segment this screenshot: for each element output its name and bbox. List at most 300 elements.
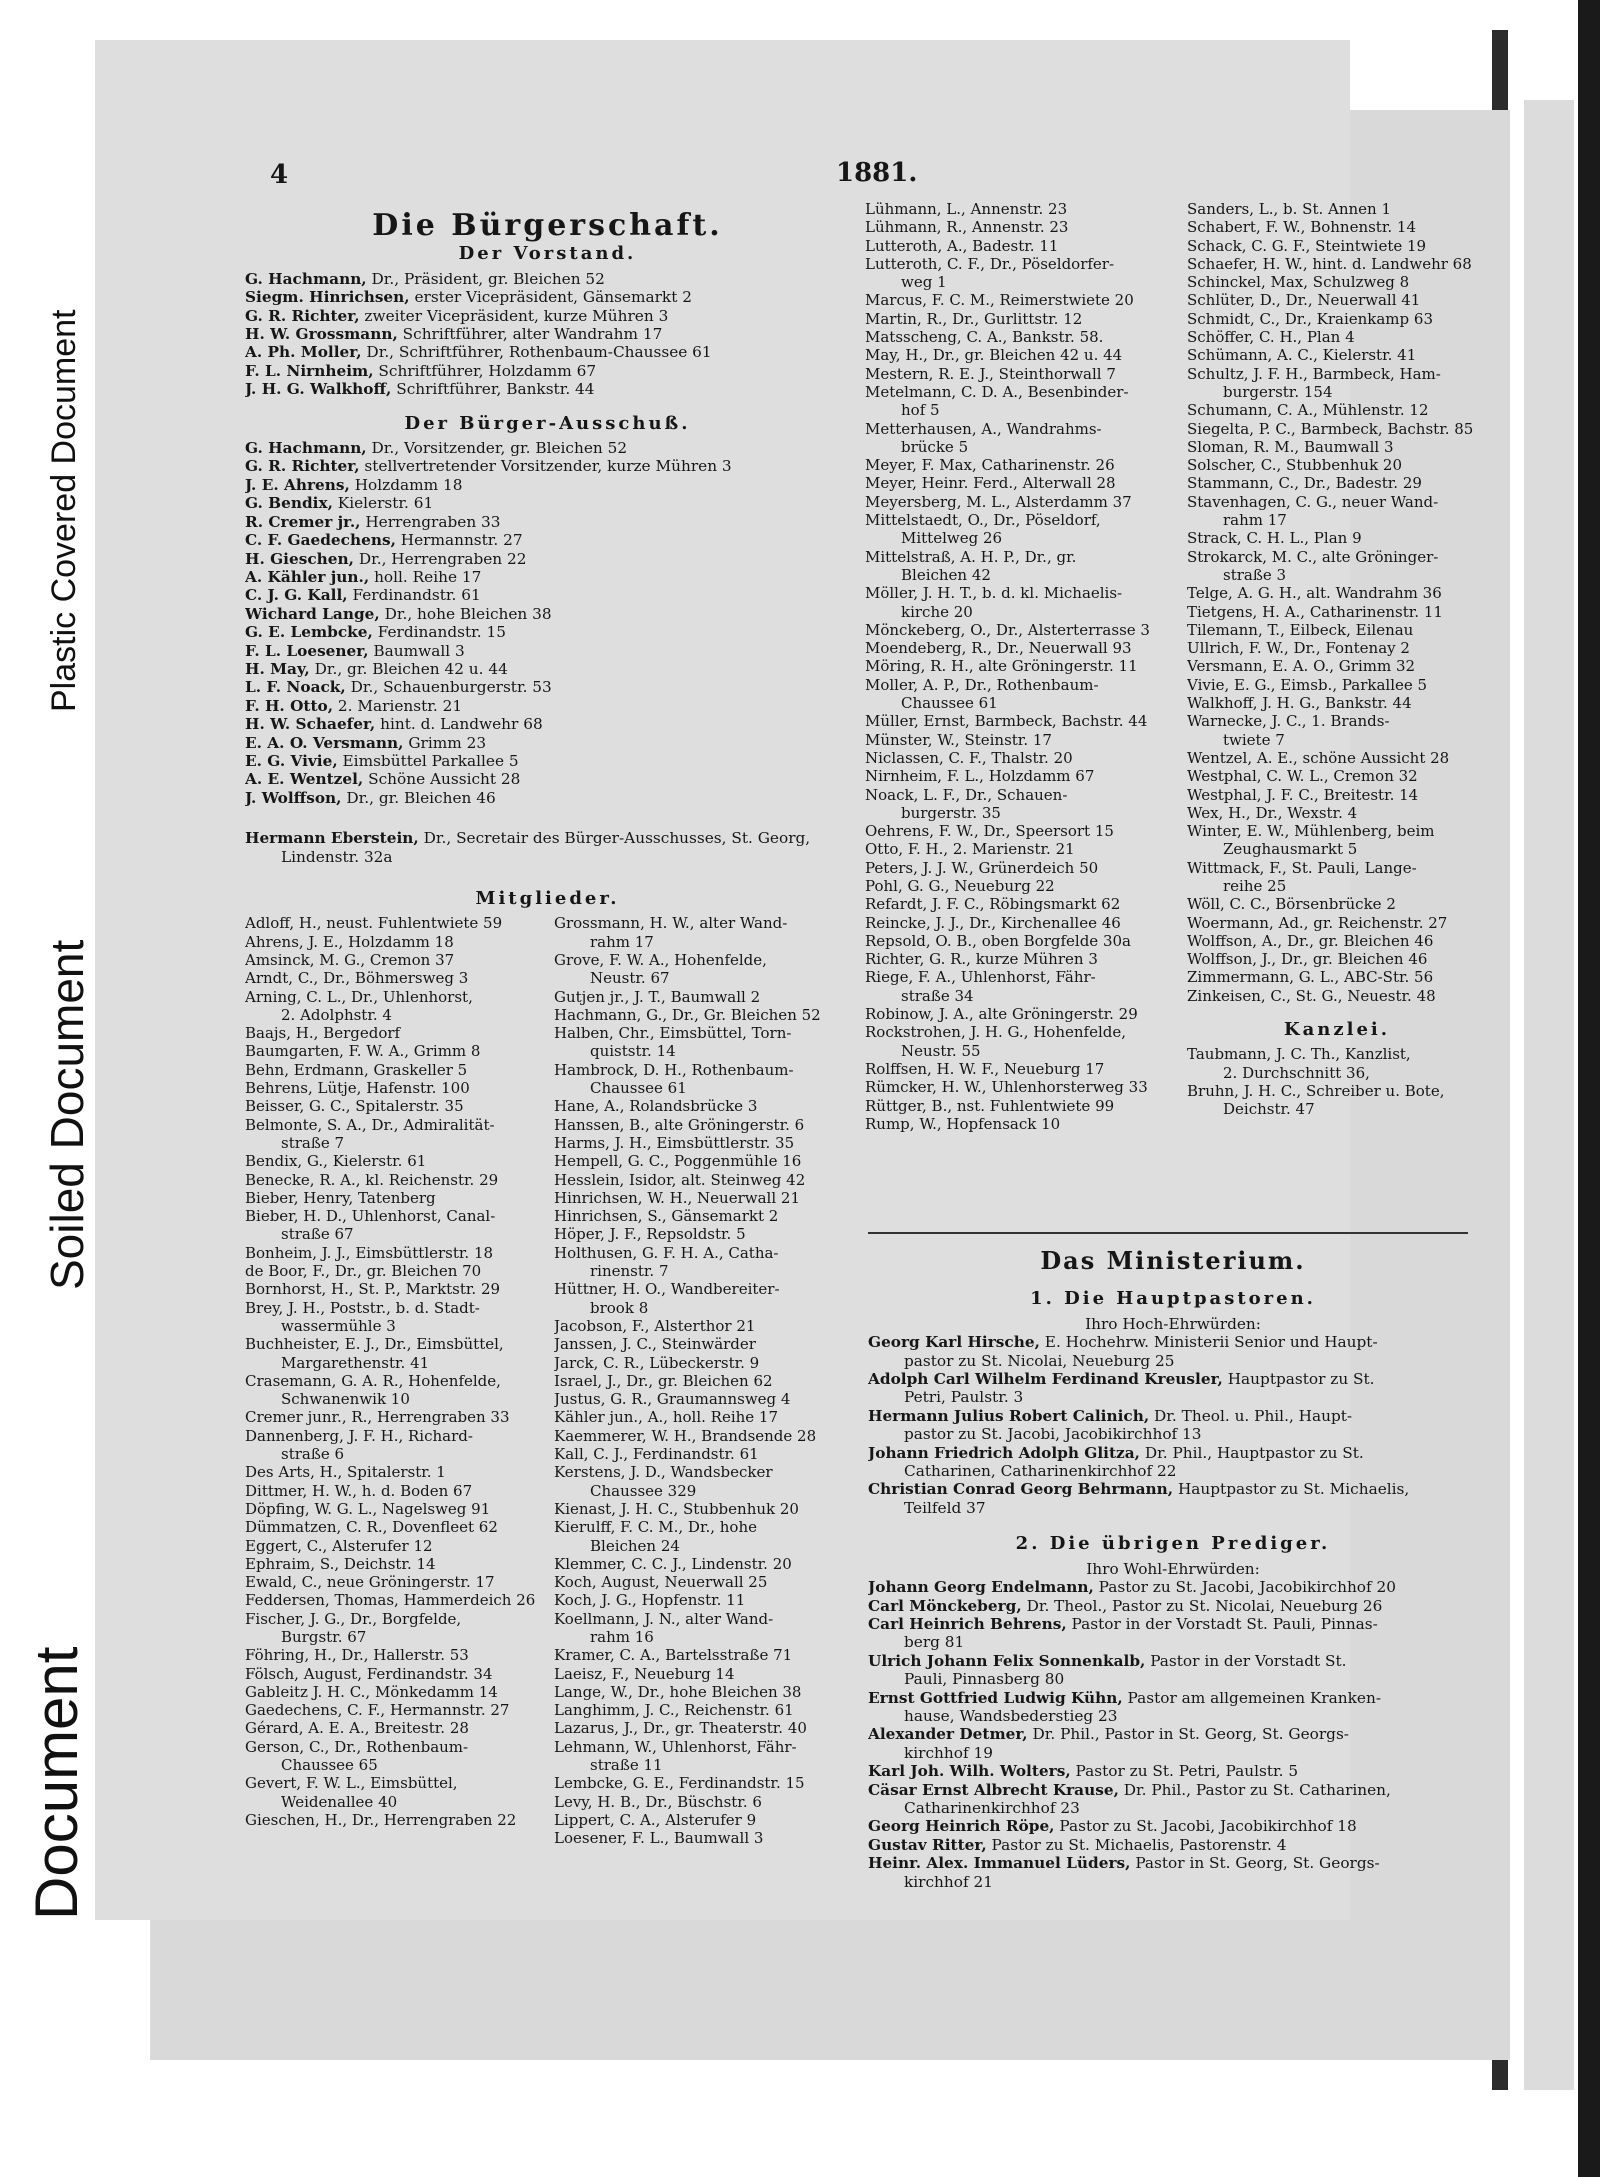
mitglied-entry: Grove, F. W. A., Hohenfelde, (554, 951, 767, 969)
mitglied-entry: Lange, W., Dr., hohe Bleichen 38 (554, 1682, 802, 1701)
ausschuss-detail: Hermannstr. 27 (395, 531, 523, 550)
mitglied-entry: brook 8 (590, 1298, 649, 1317)
mitglied-entry: Lazarus, J., Dr., gr. Theaterstr. 40 (554, 1719, 807, 1738)
hauptpastor-entry (868, 1444, 1478, 1462)
prediger-detail: Dr. Phil., Pastor in St. Georg, St. Georgs- (1027, 1725, 1349, 1744)
mitglied-entry: wassermühle 3 (281, 1316, 396, 1335)
prediger-entry (868, 1744, 1478, 1762)
mitglied-entry: Metterhausen, A., Wandrahms- (865, 419, 1102, 438)
prediger-name: Karl Joh. Wilh. Wolters, (868, 1762, 1071, 1781)
mitglied-entry: Israel, J., Dr., gr. Bleichen 62 (554, 1371, 773, 1390)
mitglied-entry: Bornhorst, H., St. P., Marktstr. 29 (245, 1280, 501, 1299)
ausschuss-name: G. E. Lembcke, (245, 623, 373, 642)
mitglied-entry: Pohl, G. G., Neueburg 22 (865, 876, 1055, 895)
vorstand-name: F. L. Nirnheim, (245, 361, 374, 380)
ausschuss-detail: hint. d. Landwehr 68 (375, 715, 543, 734)
ausschuss-name: J. Wolffson, (245, 788, 342, 807)
mitglied-entry: Cremer junr., R., Herrengraben 33 (245, 1408, 510, 1427)
ausschuss-entry (245, 752, 850, 770)
ausschuss-name: J. E. Ahrens, (245, 475, 350, 494)
mitglied-entry: Solscher, C., Stubbenhuk 20 (1187, 456, 1403, 475)
mitglied-entry: Noack, L. F., Dr., Schauen- (865, 785, 1068, 804)
mitglied-entry: burgerstr. 35 (901, 803, 1001, 822)
mitglied-entry: Gableitz J. H. C., Mönkedamm 14 (245, 1682, 498, 1701)
mitglied-entry: Schwanenwik 10 (281, 1390, 410, 1409)
mitglied-entry: Chaussee 65 (281, 1756, 378, 1775)
prediger-detail: Pastor zu St. Jacobi, Jacobikirchhof 18 (1054, 1817, 1357, 1836)
sidebar-label-soiled-text: Soiled Document (41, 939, 93, 1290)
vorstand-detail: Schriftführer, Holzdamm 67 (373, 361, 597, 380)
sidebar-label-soiled (0, 760, 93, 1300)
mitglied-entry: burgerstr. 154 (1223, 382, 1333, 401)
mitglied-entry: Otto, F. H., 2. Marienstr. 21 (865, 840, 1075, 859)
sidebar-label-document (0, 1560, 90, 1940)
ausschuss-detail: Herrengraben 33 (360, 512, 501, 531)
mitglied-entry: Janssen, J. C., Steinwärder (554, 1335, 756, 1354)
mitglied-entry: Mönckeberg, O., Dr., Alsterterrasse 3 (865, 620, 1150, 639)
mitglied-entry: Möring, R. H., alte Gröningerstr. 11 (865, 657, 1138, 676)
mitglied-entry: twiete 7 (1223, 730, 1285, 749)
mitglied-entry: Ewald, C., neue Gröningerstr. 17 (245, 1573, 495, 1592)
ausschuss-detail: Dr., Schauenburgerstr. 53 (345, 678, 552, 697)
prediger-list (868, 1578, 1478, 1891)
prediger-detail: Dr. Phil., Pastor zu St. Catharinen, (1118, 1780, 1391, 1799)
mitglied-entry: Schlüter, D., Dr., Neuerwall 41 (1187, 291, 1421, 310)
hauptpastor-entry (868, 1462, 1478, 1480)
prediger-name: Carl Heinrich Behrens, (868, 1614, 1067, 1633)
prediger-detail: Pastor in der Vorstadt St. (1145, 1651, 1347, 1670)
vorstand-entry (245, 288, 850, 306)
mitglied-entry: rahm 17 (590, 932, 654, 951)
mitglied-entry: Telge, A. G. H., alt. Wandrahm 36 (1187, 584, 1442, 603)
mitglied-entry: Hüttner, H. O., Wandbereiter- (554, 1280, 780, 1299)
ministerium-title: Das Ministerium. (1040, 1246, 1306, 1275)
ausschuss-detail: Schöne Aussicht 28 (363, 770, 521, 789)
mitglied-entry: rahm 16 (590, 1627, 654, 1646)
sidebar-label-plastic-text: Plastic Covered Document (45, 309, 83, 712)
mitglied-entry: Tilemann, T., Eilbeck, Eilenau (1187, 620, 1414, 639)
ausschuss-detail: Dr., hohe Bleichen 38 (379, 604, 552, 623)
prediger-detail: Pastor zu St. Petri, Paulstr. 5 (1070, 1762, 1299, 1781)
mitglied-entry: Fischer, J. G., Dr., Borgfelde, (245, 1609, 462, 1628)
mitglied-entry: straße 3 (1223, 565, 1287, 584)
ausschuss-name: G. Hachmann, (245, 439, 367, 458)
hauptpastor-entry (868, 1499, 1478, 1517)
vorstand-entry (245, 343, 850, 361)
vorstand-list (245, 270, 850, 399)
prediger-detail: Pastor am allgemeinen Kranken- (1122, 1688, 1382, 1707)
mitglied-entry: Chaussee 61 (901, 694, 998, 713)
mitglied-entry: Wentzel, A. E., schöne Aussicht 28 (1187, 748, 1450, 767)
mitglied-entry: Strack, C. H. L., Plan 9 (1187, 529, 1362, 548)
kanzlei-title: Kanzlei. (1283, 1019, 1390, 1041)
mitglied-entry: Harms, J. H., Eimsbüttlerstr. 35 (554, 1133, 795, 1152)
mitglied-entry: Weidenallee 40 (281, 1792, 398, 1811)
mitglied-entry: Burgstr. 67 (281, 1627, 367, 1646)
members-column-two (865, 200, 1180, 1133)
vorstand-entry (245, 270, 850, 288)
ausschuss-detail: Holzdamm 18 (349, 475, 463, 494)
mitglied-entry: Koch, August, Neuerwall 25 (554, 1573, 768, 1592)
mitglied-entry: Siegelta, P. C., Barmbeck, Bachstr. 85 (1187, 419, 1474, 438)
mitglied-entry: Jarck, C. R., Lübeckerstr. 9 (554, 1353, 760, 1372)
prediger-detail: hause, Wandsbederstieg 23 (904, 1706, 1118, 1725)
mitglied-entry: Ephraim, S., Deichstr. 14 (245, 1554, 436, 1573)
prediger-entry (868, 1817, 1478, 1835)
prediger-detail: Pauli, Pinnasberg 80 (904, 1670, 1065, 1689)
prediger-entry (868, 1670, 1478, 1688)
mitglied-entry: weg 1 (901, 273, 947, 292)
mitglied-entry: Laeisz, F., Neueburg 14 (554, 1664, 735, 1683)
hauptpastor-entry (868, 1352, 1478, 1370)
ausschuss-detail: Grimm 23 (403, 733, 487, 752)
mitglieder-title: Mitglieder. (475, 888, 620, 909)
ausschuss-entry (245, 513, 850, 531)
adjacent-page-edge (1524, 100, 1574, 2090)
ausschuss-entry (245, 476, 850, 494)
mitglied-entry: straße 11 (590, 1756, 663, 1775)
mitglied-entry: Mittelweg 26 (901, 529, 1003, 548)
mitglied-entry: Münster, W., Steinstr. 17 (865, 730, 1052, 749)
mitglied-entry: Rümcker, H. W., Uhlenhorsterweg 33 (865, 1078, 1148, 1097)
mitglied-entry: Bleichen 42 (901, 565, 991, 584)
hauptpastor-detail: pastor zu St. Nicolai, Neueburg 25 (904, 1351, 1175, 1370)
hauptpastor-detail: Teilfeld 37 (904, 1498, 986, 1517)
mitglied-entry: Meyer, F. Max, Catharinenstr. 26 (865, 456, 1115, 475)
vorstand-detail: Dr., Schriftführer, Rothenbaum-Chaussee 61 (361, 343, 712, 362)
members-column-three (1187, 200, 1487, 1119)
mitglied-entry: Justus, G. R., Graumannsweg 4 (554, 1390, 791, 1409)
ausschuss-name: G. Bendix, (245, 494, 333, 513)
hauptpastor-entry (868, 1407, 1478, 1425)
mitglied-entry: Crasemann, G. A. R., Hohenfelde, (245, 1371, 501, 1390)
sidebar-label-plastic (0, 0, 90, 720)
mitglied-entry: Lühmann, L., Annenstr. 23 (865, 200, 1068, 218)
secretary-name: Hermann Eberstein, (245, 829, 419, 848)
mitglied-entry: Mittelstraß, A. H. P., Dr., gr. (865, 547, 1077, 566)
prediger-name: Ernst Gottfried Ludwig Kühn, (868, 1688, 1123, 1707)
prediger-entry (868, 1578, 1478, 1596)
prediger-detail: Dr. Theol., Pastor zu St. Nicolai, Neueburg 26 (1021, 1596, 1383, 1615)
ausschuss-detail: Ferdinandstr. 61 (347, 586, 481, 605)
ausschuss-detail: Ferdinandstr. 15 (372, 623, 506, 642)
ausschuss-entry (245, 586, 850, 604)
kanzlei-entry: Bruhn, J. H. C., Schreiber u. Bote, (1187, 1082, 1445, 1101)
vorstand-name: J. H. G. Walkhoff, (245, 380, 392, 399)
mitglied-entry: Fölsch, August, Ferdinandstr. 34 (245, 1664, 493, 1683)
ausschuss-title: Der Bürger-Ausschuß. (404, 412, 691, 434)
prediger-detail: berg 81 (904, 1633, 965, 1652)
vorstand-detail: Dr., Präsident, gr. Bleichen 52 (366, 269, 605, 288)
ausschuss-name: A. Kähler jun., (245, 567, 370, 586)
mitglied-entry: de Boor, F., Dr., gr. Bleichen 70 (245, 1262, 482, 1281)
mitglied-entry: Reincke, J. J., Dr., Kirchenallee 46 (865, 913, 1121, 932)
hauptpastoren-salutation: Ihro Hoch-Ehrwürden: (1085, 1314, 1261, 1333)
ausschuss-entry (245, 734, 850, 752)
ausschuss-name: C. F. Gaedechens, (245, 531, 396, 550)
mitglied-entry: Grossmann, H. W., alter Wand- (554, 914, 788, 933)
mitglied-entry: Matsscheng, C. A., Bankstr. 58. (865, 328, 1104, 347)
mitglied-entry: Hinrichsen, S., Gänsemarkt 2 (554, 1207, 779, 1226)
mitglied-entry: Bendix, G., Kielerstr. 61 (245, 1152, 427, 1171)
mitglied-entry: Behn, Erdmann, Graskeller 5 (245, 1060, 468, 1079)
prediger-name: Alexander Detmer, (868, 1725, 1028, 1744)
secretary-entry (245, 829, 850, 866)
ausschuss-detail: Dr., gr. Bleichen 42 u. 44 (309, 659, 508, 678)
mitglied-entry: Martin, R., Dr., Gurlittstr. 12 (865, 309, 1083, 328)
mitglied-entry: Stammann, C., Dr., Badestr. 29 (1187, 474, 1422, 493)
mitglied-entry: Gieschen, H., Dr., Herrengraben 22 (245, 1810, 517, 1829)
ausschuss-entry (245, 439, 850, 457)
vorstand-detail: Schriftführer, Bankstr. 44 (391, 380, 595, 399)
prediger-name: Cäsar Ernst Albrecht Krause, (868, 1780, 1119, 1799)
prediger-entry (868, 1597, 1478, 1615)
mitglied-entry: Hesslein, Isidor, alt. Steinweg 42 (554, 1170, 806, 1189)
ausschuss-entry (245, 531, 850, 549)
ausschuss-detail: Baumwall 3 (368, 641, 465, 660)
mitglied-entry: Hachmann, G., Dr., Gr. Bleichen 52 (554, 1005, 821, 1024)
mitglied-entry: Adloff, H., neust. Fuhlentwiete 59 (245, 914, 503, 933)
mitglied-entry: Ahrens, J. E., Holzdamm 18 (245, 932, 454, 951)
prediger-name: Johann Georg Endelmann, (868, 1578, 1094, 1597)
mitglied-entry: Moller, A. P., Dr., Rothenbaum- (865, 675, 1099, 694)
ausschuss-entry (245, 494, 850, 512)
section-divider (868, 1232, 1468, 1234)
mitglied-entry: Schümann, A. C., Kielerstr. 41 (1187, 346, 1417, 365)
mitglied-entry: Hane, A., Rolandsbrücke 3 (554, 1097, 758, 1116)
hauptpastor-detail: E. Hochehrw. Ministerii Senior und Haupt- (1039, 1333, 1378, 1352)
mitglied-entry: Kienast, J. H. C., Stubbenhuk 20 (554, 1499, 799, 1518)
kanzlei-entry: Deichstr. 47 (1223, 1100, 1315, 1119)
prediger-entry (868, 1633, 1478, 1651)
mitglieder-columns (245, 914, 850, 1847)
mitglied-entry: Eggert, C., Alsterufer 12 (245, 1536, 433, 1555)
mitglieder-left-column (245, 914, 541, 1847)
mitglied-entry: Refardt, J. F. C., Röbingsmarkt 62 (865, 895, 1121, 914)
mitglieder-right-column (554, 914, 850, 1847)
mitglied-entry: Arning, C. L., Dr., Uhlenhorst, (245, 987, 473, 1006)
ausschuss-detail: Dr., gr. Bleichen 46 (341, 788, 496, 807)
hauptpastor-entry (868, 1333, 1478, 1351)
secretary-detail: Dr., Secretair des Bürger-Ausschusses, St. Georg, (418, 829, 811, 848)
mitglied-entry: Behrens, Lütje, Hafenstr. 100 (245, 1079, 470, 1098)
ausschuss-name: G. R. Richter, (245, 457, 360, 476)
vorstand-name: Siegm. Hinrichsen, (245, 288, 410, 307)
mitglied-entry: Neustr. 67 (590, 969, 670, 988)
mitglied-entry: Bieber, H. D., Uhlenhorst, Canal- (245, 1207, 496, 1226)
mitglied-entry: Gutjen jr., J. T., Baumwall 2 (554, 987, 761, 1006)
mitglied-entry: Gevert, F. W. L., Eimsbüttel, (245, 1774, 458, 1793)
hauptpastor-entry (868, 1388, 1478, 1406)
ausschuss-detail: Kielerstr. 61 (332, 494, 434, 513)
mitglied-entry: Schmidt, C., Dr., Kraienkamp 63 (1187, 309, 1433, 328)
mitglied-entry: Zimmermann, G. L., ABC-Str. 56 (1187, 968, 1434, 987)
prediger-name: Georg Heinrich Röpe, (868, 1817, 1055, 1836)
mitglied-entry: Westphal, J. F. C., Breitestr. 14 (1187, 785, 1419, 804)
mitglied-entry: Möller, J. H. T., b. d. kl. Michaelis- (865, 584, 1123, 603)
ausschuss-detail: holl. Reihe 17 (369, 567, 482, 586)
vorstand-detail: Schriftführer, alter Wandrahm 17 (397, 325, 663, 344)
mitglied-entry: Buchheister, E. J., Dr., Eimsbüttel, (245, 1335, 504, 1354)
mitglied-entry: Sanders, L., b. St. Annen 1 (1187, 200, 1392, 218)
mitglied-entry: Dittmer, H. W., h. d. Boden 67 (245, 1481, 473, 1500)
prediger-entry (868, 1799, 1478, 1817)
mitglied-entry: Brey, J. H., Poststr., b. d. Stadt- (245, 1298, 480, 1317)
mitglied-entry: rinenstr. 7 (590, 1262, 669, 1281)
hauptpastor-detail: pastor zu St. Jacobi, Jacobikirchhof 13 (904, 1425, 1202, 1444)
prediger-salutation: Ihro Wohl-Ehrwürden: (1086, 1559, 1260, 1578)
ausschuss-name: H. Gieschen, (245, 549, 354, 568)
mitglied-entry: Langhimm, J. C., Reichenstr. 61 (554, 1701, 794, 1720)
hauptpastoren-list (868, 1333, 1478, 1517)
prediger-entry (868, 1836, 1478, 1854)
mitglied-entry: Lühmann, R., Annenstr. 23 (865, 218, 1069, 237)
ausschuss-detail: Eimsbüttel Parkallee 5 (337, 751, 519, 770)
mitglied-entry: Westphal, C. W. L., Cremon 32 (1187, 767, 1418, 786)
mitglied-entry: Hempell, G. C., Poggenmühle 16 (554, 1152, 802, 1171)
mitglied-entry: Levy, H. B., Dr., Büschstr. 6 (554, 1792, 762, 1811)
hauptpastor-entry (868, 1480, 1478, 1498)
hauptpastor-detail: Dr. Theol. u. Phil., Haupt- (1149, 1406, 1353, 1425)
ausschuss-name: L. F. Noack, (245, 678, 346, 697)
prediger-detail: Pastor in St. Georg, St. Georgs- (1130, 1854, 1380, 1873)
hauptpastor-name: Johann Friedrich Adolph Glitza, (868, 1443, 1140, 1462)
vorstand-title: Der Vorstand. (458, 243, 637, 265)
mitglied-entry: Loesener, F. L., Baumwall 3 (554, 1829, 764, 1848)
mitglied-entry: Müller, Ernst, Barmbeck, Bachstr. 44 (865, 712, 1148, 731)
vorstand-entry (245, 307, 850, 325)
buergerschaft-title: Die Bürgerschaft. (372, 208, 723, 243)
ausschuss-detail: stellvertretender Vorsitzender, kurze Mühren 3 (359, 457, 732, 476)
mitglied-entry: Feddersen, Thomas, Hammerdeich 26 (245, 1591, 536, 1610)
mitglied-entry: Chaussee 61 (590, 1079, 687, 1098)
mitglied-entry: Amsinck, M. G., Cremon 37 (245, 951, 455, 969)
mitglied-entry: Zinkeisen, C., St. G., Neuestr. 48 (1187, 986, 1436, 1005)
ausschuss-list (245, 439, 850, 807)
mitglied-entry: Bleichen 24 (590, 1536, 680, 1555)
mitglied-entry: Versmann, E. A. O., Grimm 32 (1187, 657, 1416, 676)
hauptpastor-detail: Petri, Paulstr. 3 (904, 1388, 1024, 1407)
prediger-name: Gustav Ritter, (868, 1835, 987, 1854)
mitglied-entry: Chaussee 329 (590, 1481, 697, 1500)
ausschuss-name: E. G. Vivie, (245, 751, 338, 770)
prediger-entry (868, 1689, 1478, 1707)
hauptpastor-name: Hermann Julius Robert Calinich, (868, 1406, 1150, 1425)
ausschuss-entry (245, 568, 850, 586)
ausschuss-name: C. J. G. Kall, (245, 586, 348, 605)
mitglied-entry: Riege, F. A., Uhlenhorst, Fähr- (865, 968, 1096, 987)
mitglied-entry: Schabert, F. W., Bohnenstr. 14 (1187, 218, 1416, 237)
mitglied-entry: Baumgarten, F. W. A., Grimm 8 (245, 1042, 481, 1061)
prediger-entry (868, 1762, 1478, 1780)
mitglied-entry: Niclassen, C. F., Thalstr. 20 (865, 748, 1073, 767)
mitglied-entry: hof 5 (901, 401, 940, 420)
ausschuss-entry (245, 697, 850, 715)
mitglied-entry: Koellmann, J. N., alter Wand- (554, 1609, 774, 1628)
mitglied-entry: Dannenberg, J. F. H., Richard- (245, 1426, 473, 1445)
mitglied-entry: Schultz, J. F. H., Barmbeck, Ham- (1187, 364, 1441, 383)
prediger-entry (868, 1707, 1478, 1725)
prediger-name: Ulrich Johann Felix Sonnenkalb, (868, 1651, 1146, 1670)
mitglied-entry: Jacobson, F., Alsterthor 21 (554, 1316, 756, 1335)
mitglied-entry: Lutteroth, C. F., Dr., Pöseldorfer- (865, 254, 1115, 273)
mitglied-entry: Peters, J. J. W., Grünerdeich 50 (865, 858, 1099, 877)
mitglied-entry: straße 34 (901, 986, 974, 1005)
mitglied-entry: straße 7 (281, 1133, 345, 1152)
hauptpastor-entry (868, 1370, 1478, 1388)
prediger-detail: Pastor zu St. Jacobi, Jacobikirchhof 20 (1093, 1578, 1397, 1597)
ausschuss-detail: 2. Marienstr. 21 (333, 696, 463, 715)
right-edge-bar (1578, 0, 1600, 2177)
mitglied-entry: Bieber, Henry, Tatenberg (245, 1188, 436, 1207)
ausschuss-entry (245, 623, 850, 641)
mitglied-entry: Halben, Chr., Eimsbüttel, Torn- (554, 1024, 792, 1043)
ausschuss-entry (245, 642, 850, 660)
vorstand-name: G. Hachmann, (245, 269, 367, 288)
ausschuss-name: A. E. Wentzel, (245, 770, 364, 789)
mitglied-entry: Stavenhagen, C. G., neuer Wand- (1187, 492, 1439, 511)
mitglied-entry: Gaedechens, C. F., Hermannstr. 27 (245, 1701, 510, 1720)
mitglied-entry: Wolffson, A., Dr., gr. Bleichen 46 (1187, 931, 1434, 950)
mitglied-entry: Benecke, R. A., kl. Reichenstr. 29 (245, 1170, 499, 1189)
prediger-detail: Pastor in der Vorstadt St. Pauli, Pinnas- (1066, 1614, 1378, 1633)
ausschuss-entry (245, 715, 850, 733)
mitglied-entry: Lembcke, G. E., Ferdinandstr. 15 (554, 1774, 805, 1793)
mitglied-entry: Meyersberg, M. L., Alsterdamm 37 (865, 492, 1132, 511)
ausschuss-name: E. A. O. Versmann, (245, 733, 404, 752)
hauptpastor-name: Adolph Carl Wilhelm Ferdinand Kreusler, (868, 1370, 1223, 1389)
mitglied-entry: Vivie, E. G., Eimsb., Parkallee 5 (1187, 675, 1428, 694)
hauptpastor-detail: Hauptpastor zu St. Michaelis, (1173, 1480, 1410, 1499)
mitglied-entry: straße 6 (281, 1445, 345, 1464)
prediger-entry (868, 1781, 1478, 1799)
mitglied-entry: Rüttger, B., nst. Fuhlentwiete 99 (865, 1096, 1115, 1115)
mitglied-entry: Schaefer, H. W., hint. d. Landwehr 68 (1187, 254, 1472, 273)
ausschuss-entry (245, 605, 850, 623)
members-column-three-list (1187, 200, 1487, 1005)
mitglied-entry: Neustr. 55 (901, 1041, 981, 1060)
prediger-entry (868, 1652, 1478, 1670)
mitglied-entry: Moendeberg, R., Dr., Neuerwall 93 (865, 639, 1132, 658)
hauptpastor-detail: Dr. Phil., Hauptpastor zu St. (1139, 1443, 1364, 1462)
mitglied-entry: Wolffson, J., Dr., gr. Bleichen 46 (1187, 950, 1428, 969)
mitglied-entry: quiststr. 14 (590, 1042, 676, 1061)
mitglied-entry: Warnecke, J. C., 1. Brands- (1187, 712, 1390, 731)
mitglied-entry: Lutteroth, A., Badestr. 11 (865, 236, 1059, 255)
mitglied-entry: Repsold, O. B., oben Borgfelde 30a (865, 931, 1131, 950)
mitglied-entry: Zeughausmarkt 5 (1223, 840, 1358, 859)
mitglied-entry: rahm 17 (1223, 511, 1287, 530)
mitglied-entry: Schack, C. G. F., Steintwiete 19 (1187, 236, 1427, 255)
mitglied-entry: Kaemmerer, W. H., Brandsende 28 (554, 1426, 817, 1445)
mitglied-entry: Hambrock, D. H., Rothenbaum- (554, 1060, 794, 1079)
mitglied-entry: Höper, J. F., Repsoldstr. 5 (554, 1225, 746, 1244)
ausschuss-name: R. Cremer jr., (245, 512, 361, 531)
mitglied-entry: Baajs, H., Bergedorf (245, 1024, 401, 1043)
mitglied-entry: Wittmack, F., St. Pauli, Lange- (1187, 858, 1417, 877)
mitglied-entry: Bonheim, J. J., Eimsbüttlerstr. 18 (245, 1243, 494, 1262)
mitglied-entry: Kramer, C. A., Bartelsstraße 71 (554, 1646, 793, 1665)
mitglied-entry: kirche 20 (901, 602, 973, 621)
vorstand-name: H. W. Grossmann, (245, 325, 398, 344)
buergerschaft-column (245, 205, 850, 1848)
mitglied-entry: Föhring, H., Dr., Hallerstr. 53 (245, 1646, 469, 1665)
mitglied-entry: Richter, G. R., kurze Mühren 3 (865, 950, 1098, 969)
mitglied-entry: Gérard, A. E. A., Breitestr. 28 (245, 1719, 469, 1738)
mitglied-entry: brücke 5 (901, 437, 969, 456)
mitglied-entry: Hinrichsen, W. H., Neuerwall 21 (554, 1188, 800, 1207)
prediger-detail: Pastor zu St. Michaelis, Pastorenstr. 4 (986, 1835, 1287, 1854)
